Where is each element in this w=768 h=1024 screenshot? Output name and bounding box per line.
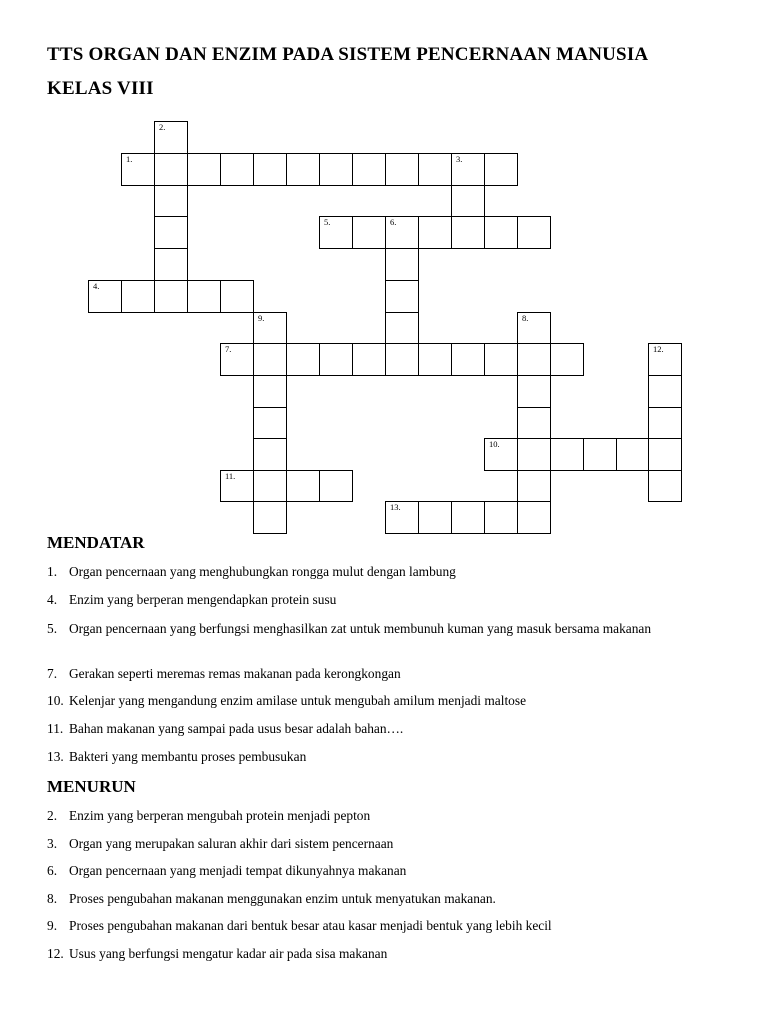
crossword-cell[interactable]: [517, 375, 551, 408]
crossword-cell[interactable]: [385, 501, 419, 534]
crossword-cell[interactable]: [187, 280, 221, 313]
crossword-cell[interactable]: [517, 407, 551, 439]
crossword-cell[interactable]: [187, 153, 221, 186]
crossword-cell[interactable]: [385, 280, 419, 313]
crossword-cell[interactable]: [484, 343, 518, 376]
clue-number: 6.: [47, 863, 58, 878]
clue-text: Usus yang berfungsi mengatur kadar air pada sisa makanan: [69, 946, 388, 961]
crossword-clue-number: 2.: [159, 122, 166, 132]
crossword-cell[interactable]: [253, 375, 287, 408]
clue-number: 3.: [47, 836, 58, 851]
page-title: TTS ORGAN DAN ENZIM PADA SISTEM PENCERNAAN MANUSIA: [47, 44, 649, 65]
clue-text: Gerakan seperti meremas remas makanan pada kerongkongan: [69, 666, 401, 681]
crossword-cell[interactable]: [484, 501, 518, 534]
crossword-cell[interactable]: [220, 470, 254, 502]
crossword-cell[interactable]: [253, 407, 287, 439]
crossword-cell[interactable]: [550, 438, 584, 471]
crossword-cell[interactable]: [517, 501, 551, 534]
clue-text: Organ pencernaan yang menjadi tempat dikunyahnya makanan: [69, 863, 407, 878]
crossword-cell[interactable]: [385, 343, 419, 376]
crossword-clue-number: 1.: [126, 154, 133, 164]
clue-text: Proses pengubahan makanan menggunakan enzim untuk menyatukan makanan.: [69, 891, 496, 906]
clue-number: 7.: [47, 666, 58, 681]
crossword-clue-number: 9.: [258, 313, 265, 323]
crossword-cell[interactable]: [451, 343, 485, 376]
mendatar-clue: [47, 591, 707, 608]
clue-text: Proses pengubahan makanan dari bentuk besar atau kasar menjadi bentuk yang lebih kecil: [69, 918, 552, 933]
crossword-cell[interactable]: [484, 438, 518, 471]
menurun-clue: [47, 807, 707, 824]
crossword-cell[interactable]: [253, 470, 287, 502]
crossword-cell[interactable]: [385, 248, 419, 281]
crossword-cell[interactable]: [648, 470, 682, 502]
clue-number: 2.: [47, 808, 58, 823]
crossword-cell[interactable]: [154, 280, 188, 313]
crossword-cell[interactable]: [517, 216, 551, 249]
crossword-cell[interactable]: [352, 343, 386, 376]
clue-number: 9.: [47, 918, 58, 933]
crossword-cell[interactable]: [286, 153, 320, 186]
clue-number: 12.: [47, 946, 64, 961]
mendatar-clue: [47, 665, 707, 682]
crossword-cell[interactable]: [385, 312, 419, 344]
crossword-cell[interactable]: [286, 470, 320, 502]
crossword-cell[interactable]: [583, 438, 617, 471]
crossword-cell[interactable]: [352, 216, 386, 249]
menurun-clue: [47, 945, 707, 962]
crossword-cell[interactable]: [352, 153, 386, 186]
clue-number: 8.: [47, 891, 58, 906]
clue-text: Kelenjar yang mengandung enzim amilase untuk mengubah amilum menjadi maltose: [69, 693, 527, 708]
crossword-clue-number: 13.: [390, 502, 401, 512]
menurun-clue: [47, 835, 707, 852]
menurun-heading: MENURUN: [47, 777, 136, 796]
crossword-cell[interactable]: [484, 216, 518, 249]
crossword-cell[interactable]: [517, 438, 551, 471]
mendatar-clue: [47, 748, 707, 765]
clue-text: Bakteri yang membantu proses pembusukan: [69, 749, 307, 764]
clue-number: 10.: [47, 693, 64, 708]
crossword-cell[interactable]: [385, 216, 419, 249]
clue-text: Enzim yang berperan mengubah protein menjadi pepton: [69, 808, 371, 823]
page-subtitle-class: KELAS VIII: [47, 78, 154, 99]
crossword-cell[interactable]: [648, 407, 682, 439]
clue-number: 1.: [47, 564, 58, 579]
mendatar-clue: [47, 563, 707, 580]
clue-text: Bahan makanan yang sampai pada usus besar adalah bahan….: [69, 721, 404, 736]
crossword-cell[interactable]: [319, 343, 353, 376]
crossword-cell[interactable]: [121, 280, 155, 313]
crossword-cell[interactable]: [517, 343, 551, 376]
crossword-cell[interactable]: [220, 343, 254, 376]
crossword-cell[interactable]: [550, 343, 584, 376]
menurun-clue: [47, 862, 707, 879]
crossword-clue-number: 4.: [93, 281, 100, 291]
mendatar-heading: MENDATAR: [47, 533, 145, 552]
clue-number: 13.: [47, 749, 64, 764]
crossword-cell[interactable]: [451, 185, 485, 217]
crossword-cell[interactable]: [319, 216, 353, 249]
clue-text: Organ pencernaan yang berfungsi menghasilkan zat untuk membunuh kuman yang masuk bersama makanan: [69, 621, 652, 636]
crossword-cell[interactable]: [220, 280, 254, 313]
crossword-cell[interactable]: [253, 153, 287, 186]
crossword-cell[interactable]: [220, 153, 254, 186]
crossword-clue-number: 6.: [390, 217, 397, 227]
crossword-cell[interactable]: [517, 312, 551, 344]
crossword-cell[interactable]: [451, 216, 485, 249]
mendatar-clue: [47, 692, 707, 709]
clue-number: 11.: [47, 721, 64, 736]
crossword-clue-number: 12.: [653, 344, 664, 354]
crossword-clue-number: 10.: [489, 439, 500, 449]
crossword-cell[interactable]: [253, 438, 287, 471]
crossword-cell[interactable]: [648, 438, 682, 471]
crossword-cell[interactable]: [451, 501, 485, 534]
crossword-clue-number: 7.: [225, 344, 232, 354]
crossword-cell[interactable]: [418, 153, 452, 186]
crossword-cell[interactable]: [648, 343, 682, 376]
clue-text: Organ pencernaan yang menghubungkan rongga mulut dengan lambung: [69, 564, 456, 579]
crossword-clue-number: 5.: [324, 217, 331, 227]
clue-text: Organ yang merupakan saluran akhir dari sistem pencernaan: [69, 836, 394, 851]
crossword-cell[interactable]: [385, 153, 419, 186]
crossword-cell[interactable]: [484, 153, 518, 186]
crossword-cell[interactable]: [253, 501, 287, 534]
crossword-cell[interactable]: [418, 501, 452, 534]
crossword-cell[interactable]: [154, 121, 188, 154]
crossword-clue-number: 8.: [522, 313, 529, 323]
crossword-cell[interactable]: [253, 343, 287, 376]
clue-number: 5.: [47, 621, 58, 636]
crossword-cell[interactable]: [319, 153, 353, 186]
mendatar-clue: [47, 620, 707, 637]
crossword-cell[interactable]: [253, 312, 287, 344]
mendatar-clue: [47, 720, 707, 737]
crossword-cell[interactable]: [121, 153, 155, 186]
crossword-cell[interactable]: [154, 185, 188, 217]
crossword-clue-number: 11.: [225, 471, 236, 481]
crossword-cell[interactable]: [418, 343, 452, 376]
crossword-cell[interactable]: [286, 343, 320, 376]
crossword-cell[interactable]: [648, 375, 682, 408]
clue-text: Enzim yang berperan mengendapkan protein susu: [69, 592, 337, 607]
crossword-cell[interactable]: [616, 438, 649, 471]
crossword-cell[interactable]: [451, 153, 485, 186]
crossword-cell[interactable]: [154, 248, 188, 281]
crossword-clue-number: 3.: [456, 154, 463, 164]
menurun-clue: [47, 917, 707, 934]
crossword-cell[interactable]: [154, 153, 188, 186]
crossword-cell[interactable]: [154, 216, 188, 249]
clue-number: 4.: [47, 592, 58, 607]
crossword-cell[interactable]: [418, 216, 452, 249]
crossword-cell[interactable]: [88, 280, 122, 313]
menurun-clue: [47, 890, 707, 907]
crossword-cell[interactable]: [319, 470, 353, 502]
crossword-cell[interactable]: [517, 470, 551, 502]
